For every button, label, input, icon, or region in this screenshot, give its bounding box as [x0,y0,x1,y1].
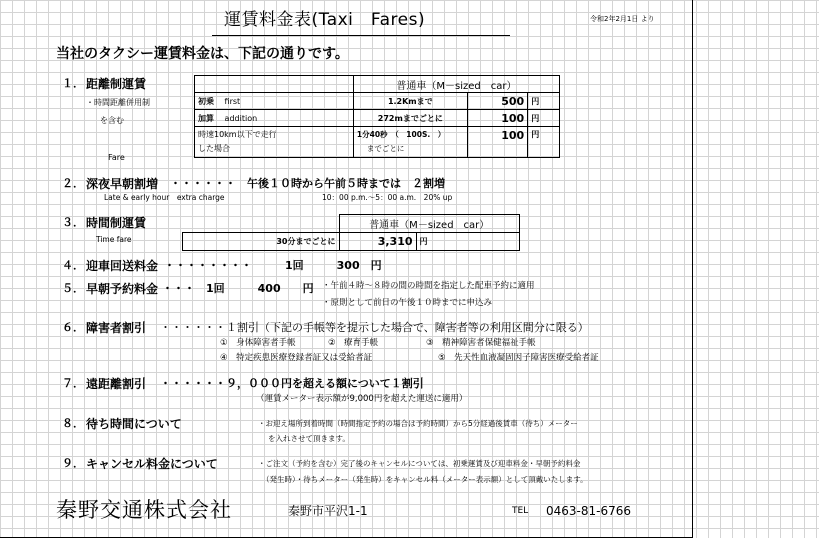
initial-fare-unit: 円 [528,93,560,110]
section-8-heading: 待ち時間について [86,417,182,431]
sheet-right-border [692,0,693,538]
section-5-note-1: ・午前４時～８時の間の時間を指定した配車予約に適用 [322,281,535,291]
section-4-number: ４． [62,259,84,272]
company-address: 秦野市平沢1-1 [288,504,368,518]
tel-label: TEL [512,506,529,516]
section-2-en-text: 10：00 p.m.～5：00 a.m. 20% up [322,193,453,202]
time-fare-detail-text: 30分までごとに [276,237,336,246]
section-9-note-1: ・ご注文（予約を含む）完了後のキャンセルについては、初乗運賃及び迎車料金・早朝予約料金 [258,459,581,468]
time-fare-label-1: 時速10km以下で走行 [198,130,277,139]
time-fare-table [182,214,520,251]
section-9-note-2: （発生時）・待ちメーター（発生時）をキャンセル料（メーター表示額）として頂戴いたします。 [262,475,588,484]
section-6-item-4: ④ 特定疾患医療登録者証又は受給者証 [220,353,373,363]
section-4-heading: 迎車回送料金 [86,259,159,273]
section-3-heading: 時間制運賃 [86,216,147,230]
section-6-number: ６． [62,321,84,334]
initial-fare-amount: 500 [467,93,527,110]
section-4-text: ・・・・・・・・ 1回 300 円 [164,259,382,272]
initial-fare-label: 初乗 [198,96,214,106]
section-2-en-label: Late & early hour extra charge [104,193,225,202]
section-1-note-2: を含む [100,116,124,125]
section-8-note-2: を入れさせて頂きます。 [268,434,350,443]
time-fare-price: 3,310 [339,233,416,251]
distance-fare-table [194,75,560,158]
section-8-number: ８． [62,417,84,430]
section-7-text: ・・・・・・９，０００円を超える額について１割引 [160,377,424,390]
initial-fare-en: first [224,96,241,106]
section-6-text: ・・・・・・１割引（下記の手帳等を提示した場合で、障害者等の利用区間分に限る） [160,321,589,334]
section-6-item-5: ⑤ 先天性血液凝固因子障害医療受給者証 [438,353,599,363]
section-1-heading: 距離制運賃 [86,77,147,91]
time-fare-label-cell [195,127,354,158]
section-1-note-1: ・時間距離併用制 [86,98,150,107]
section-7-number: ７． [62,377,84,390]
company-name: 秦野交通株式会社 [56,498,232,522]
section-2-number: ２． [62,177,84,190]
title-underline [212,35,510,36]
tel-number: 0463-81-6766 [546,504,632,518]
section-3-en-label: Time fare [96,235,132,244]
section-2-text: ・・・・・・ 午後１０時から午前５時までは ２割増 [170,177,445,190]
time-fare-detail [183,233,340,251]
time-fare-price-unit: 円 [416,233,520,251]
time-fare-detail-1: 1分40秒 （ 100S. ） [356,130,446,139]
section-5-text: ・・・ 1回 400 円 [162,282,314,295]
initial-fare-detail: 1.2Kmまで [353,93,467,110]
section-6-item-2: ② 療育手帳 [328,338,379,348]
time-fare-detail-2: までごとに [366,144,405,153]
addition-fare-amount: 100 [467,110,527,127]
section-2-heading: 深夜早朝割増 [86,177,159,191]
section-9-heading: キャンセル料金について [86,457,218,471]
section-6-heading: 障害者割引 [86,321,147,335]
section-3-number: ３． [62,216,84,229]
addition-fare-en: addition [224,113,258,123]
page-title: 運賃料金表(Taxi Fares) [224,10,426,30]
addition-fare-unit: 円 [528,110,560,127]
section-1-note-3: Fare [108,153,125,162]
time-fare-header: 普通車（M－sized car） [339,215,520,233]
section-8-note-1: ・お迎え場所到着時間（時間指定予約の場合は予約時間）から5分経過後賃車（待ち）メーター [258,419,578,428]
section-5-number: ５． [62,282,84,295]
time-fare-detail-cell [353,127,467,158]
addition-fare-label: 加算 [198,113,214,123]
effective-date: 令和2年2月1日 より [590,15,655,23]
section-9-number: ９． [62,457,84,470]
section-5-heading: 早朝予約料金 [86,282,159,296]
time-fare-unit: 円 [528,127,560,158]
section-6-item-3: ③ 精神障害者保健福祉手帳 [426,338,536,348]
addition-fare-detail: 272mまでごとに [353,110,467,127]
distance-fare-header: 普通車（M－sized car） [353,76,559,93]
initial-fare-label-cell [195,93,354,110]
section-7-note: （運賃メーター表示額が9,000円を超えた運送に適用） [256,394,468,404]
section-1-number: １． [62,77,84,90]
time-fare-amount: 100 [467,127,527,158]
addition-fare-label-cell [195,110,354,127]
intro-text: 当社のタクシー運賃料金は、下記の通りです。 [56,46,349,62]
section-5-note-2: ・原則として前日の午後１０時までに申込み [322,298,493,308]
section-6-item-1: ① 身体障害者手帳 [220,338,296,348]
section-7-heading: 遠距離割引 [86,377,147,391]
time-fare-label-2: した場合 [198,144,230,153]
